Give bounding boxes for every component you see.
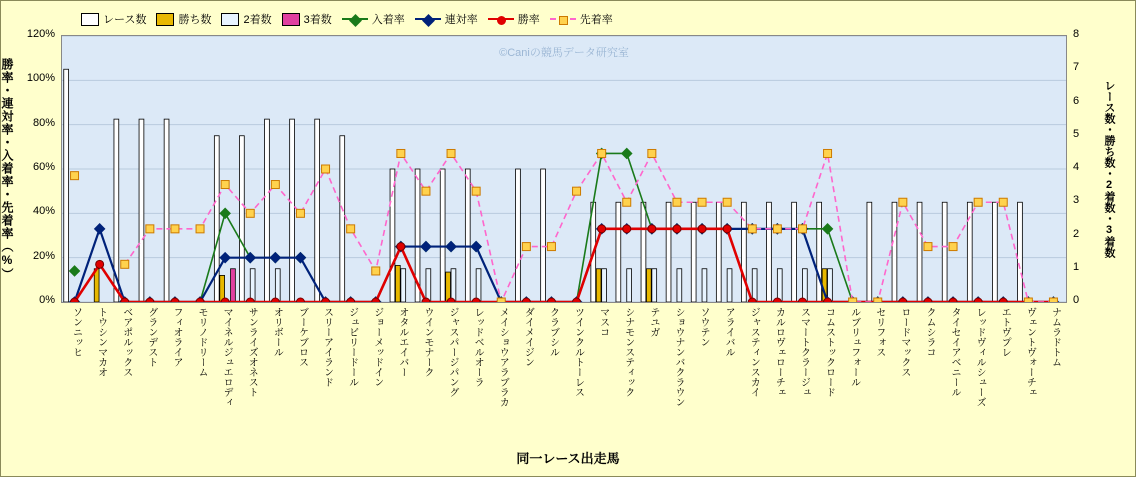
y-tick-label-right: 4 (1073, 161, 1080, 173)
y-tick-label-right: 1 (1073, 260, 1080, 273)
x-tick-label: ブーケブロス (296, 307, 308, 367)
x-tick-label: ジュビリードール (346, 307, 358, 387)
legend-lead-rate[interactable] (550, 11, 613, 27)
y-tick-label: 120% (26, 28, 55, 40)
x-tick-label: モリノドリーム (196, 307, 208, 377)
x-tick-label: ヴェントヴォーチェ (1024, 307, 1036, 397)
x-tick-label: ダイメイジン (522, 307, 534, 367)
x-tick-label: マイネルジュエロディ (221, 307, 233, 407)
y-tick-label-right: 2 (1073, 227, 1080, 240)
legend-lead-rate-marker (559, 16, 568, 25)
legend-win-rate-swatch (488, 18, 514, 20)
x-tick-label: ナムラドトム (1049, 307, 1061, 367)
x-tick-label: クラブシル (547, 307, 559, 357)
x-tick-label: ベアポルックス (120, 307, 132, 377)
bar-series-group (64, 69, 1023, 302)
chart-legend (81, 9, 981, 29)
legend-third-count-swatch (282, 13, 300, 26)
x-tick-label: ジャスパージパング (447, 307, 459, 397)
x-tick-label: ジャスティンスカイ (748, 307, 760, 397)
legend-lead-rate-label: 先着率 (579, 14, 613, 26)
x-tick-label: テユガ (647, 307, 659, 337)
legend-quinella-rate-swatch (415, 18, 441, 20)
x-tick-label: コムストックロード (823, 307, 835, 397)
y-axis-title: 勝率･連対率･入着率･先着率（%） (0, 57, 14, 281)
x-axis-title: 同一レース出走馬 (516, 451, 620, 466)
legend-race-count-swatch (81, 13, 99, 26)
legend-place-rate-swatch (342, 18, 368, 20)
legend-third-count-label: 3着数 (303, 14, 332, 26)
legend-win-count[interactable] (156, 11, 211, 27)
legend-place-rate-label: 入着率 (371, 14, 405, 26)
chart-canvas (62, 36, 1066, 302)
legend-place-rate[interactable] (342, 11, 405, 27)
x-tick-label: エトヴプレ (999, 307, 1011, 357)
x-tick-label: レッドベルオーラ (472, 307, 484, 387)
x-tick-label: スマートクラージュ (798, 307, 810, 397)
legend-win-count-swatch (156, 13, 174, 26)
legend-quinella-rate[interactable] (415, 11, 478, 27)
legend-win-rate[interactable] (488, 11, 540, 27)
y-tick-label: 40% (32, 205, 55, 218)
watermark: ©Caniの競馬データ研究室 (499, 47, 629, 59)
y-tick-label-right: 8 (1073, 28, 1080, 40)
y-tick-label: 0% (39, 294, 55, 306)
legend-lead-rate-swatch (550, 18, 576, 20)
x-tick-label: ルブリュフォール (848, 307, 860, 387)
y-tick-label-right: 6 (1073, 94, 1080, 107)
y-tick-label: 100% (26, 72, 55, 85)
y-tick-label: 80% (32, 116, 55, 129)
legend-quinella-rate-marker (422, 14, 435, 27)
legend-quinella-rate-label: 連対率 (444, 14, 478, 26)
x-tick-label: ショウナンバクラウン (672, 307, 684, 407)
legend-second-count-swatch (221, 13, 239, 26)
legend-race-count[interactable] (81, 11, 146, 27)
x-tick-label: カルロヴェローチェ (773, 307, 785, 397)
legend-win-count-label: 勝ち数 (178, 14, 212, 26)
y-tick-label-right: 5 (1073, 127, 1080, 140)
x-tick-label: グランデスト (145, 307, 157, 367)
x-tick-label: マスコ (597, 307, 609, 337)
x-tick-label: タイセイアベニール (949, 307, 961, 397)
y-axis-title-right: レース数･勝ち数･2着数･3着数 (1103, 80, 1115, 258)
legend-place-rate-marker (349, 14, 362, 27)
x-tick-label: フィオライア (170, 307, 182, 367)
x-tick-label: ジョーメッドイン (371, 307, 383, 387)
x-tick-label: シナモンスティック (622, 307, 634, 397)
legend-second-count[interactable] (221, 11, 271, 27)
y-tick-label-right: 3 (1073, 194, 1080, 207)
x-tick-label: オリボール (271, 307, 283, 357)
legend-win-rate-label: 勝率 (517, 14, 540, 26)
x-tick-label: ソウテン (698, 307, 710, 347)
x-tick-label: セリフォス (873, 307, 885, 357)
legend-second-count-label: 2着数 (243, 14, 272, 26)
y-tick-label: 20% (32, 249, 55, 262)
legend-race-count-label: レース数 (103, 14, 147, 26)
x-tick-label: ツインクルトーレス (572, 307, 584, 397)
x-tick-label: スリーアイランド (321, 307, 333, 387)
x-tick-label: クムシラコ (923, 307, 935, 357)
x-tick-label: メイショウアラブラカ (497, 307, 509, 407)
y-tick-label-right: 0 (1073, 294, 1080, 306)
x-tick-label: オタルエイバー (396, 307, 408, 377)
y-tick-label-right: 7 (1073, 61, 1080, 74)
x-tick-label: ロードマックス (898, 307, 910, 377)
x-tick-label: サンライズオネスト (246, 307, 258, 397)
x-tick-label: アライバル (723, 307, 735, 357)
x-tick-label: レッドヴィルシューズ (974, 307, 986, 407)
x-tick-label: ウインモナーク (421, 307, 433, 377)
x-axis-ticks (61, 307, 1067, 437)
x-tick-label: トウシンマカオ (95, 307, 107, 377)
legend-win-rate-marker (497, 16, 506, 25)
plot-area (61, 35, 1067, 303)
x-tick-label: ソンニッヒ (70, 307, 82, 357)
y-tick-label: 60% (32, 161, 55, 173)
legend-third-count[interactable] (282, 11, 332, 27)
